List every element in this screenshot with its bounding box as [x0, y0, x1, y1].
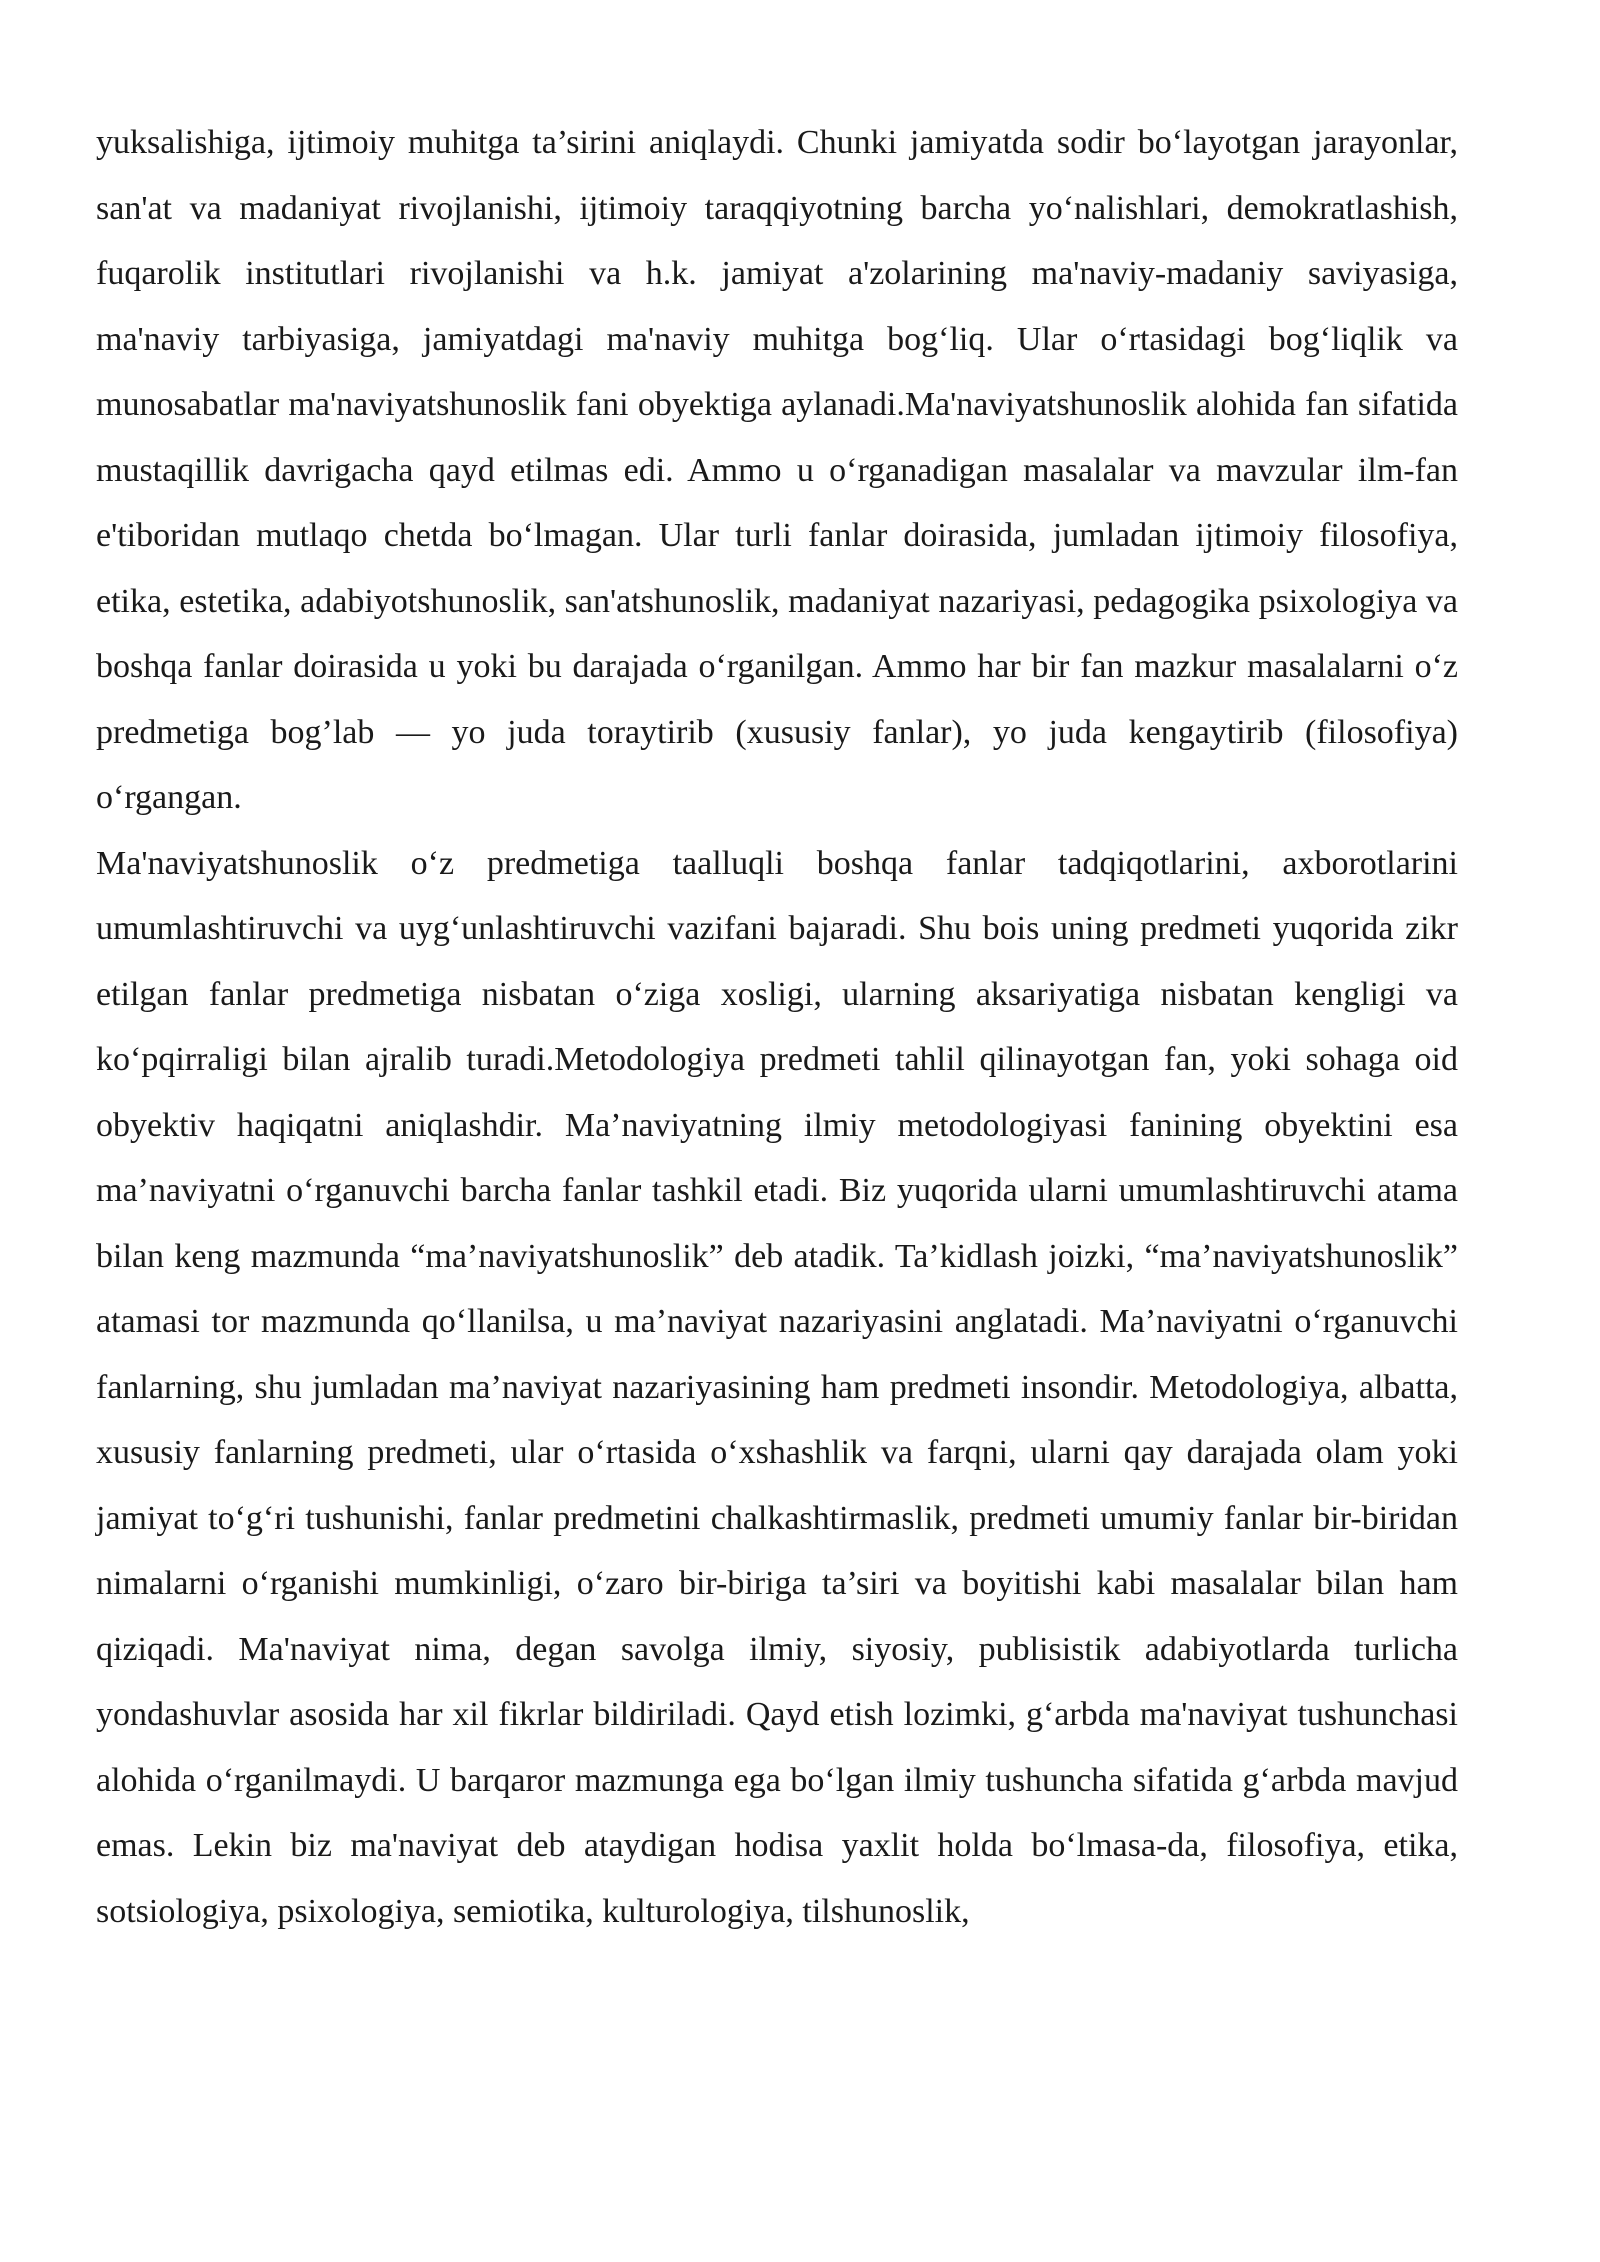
paragraph-2: Ma'naviyatshunoslik o‘z predmetiga taalluqli boshqa fanlar tadqiqotlarini, axborotlarini umumlashtiruvchi va uyg‘unlashtiruvchi vazifani bajaradi. Shu bois uning predmeti yuqorida zikr etilgan fanlar predmetiga nisbatan o‘ziga xosligi, ularning aksariyatiga nisbatan kengligi va ko‘pqirraligi bilan ajralib turadi.Metodologiya predmeti tahlil qilinayotgan fan, yoki sohaga oid obyektiv haqiqatni aniqlashdir. Ma’naviyatning ilmiy metodologiyasi fanining obyektini esa ma’naviyatni o‘rganuvchi barcha fanlar tashkil etadi. Biz yuqorida ularni umumlashtiruvchi atama bilan keng mazmunda “ma’naviyatshunoslik” deb atadik. Ta’kidlash joizki, “ma’naviyatshunoslik” atamasi tor mazmunda qo‘llanilsa, u ma’naviyat nazariyasini anglatadi. Ma’naviyatni o‘rganuvchi fanlarning, shu jumladan ma’naviyat nazariyasining ham predmeti insondir. Metodologiya, albatta, xususiy fanlarning predmeti, ular o‘rtasida o‘xshashlik va farqni, ularni qay darajada olam yoki jamiyat to‘g‘ri tushunishi, fanlar predmetini chalkashtirmaslik, predmeti umumiy fanlar bir-biridan nimalarni o‘rganishi mumkinligi, o‘zaro bir-biriga ta’siri va boyitishi kabi masalalar bilan ham qiziqadi. Ma'naviyat nima, degan savolga ilmiy, siyosiy, publisistik adabiyotlarda turlicha yondashuvlar asosida har xil fikrlar bildiriladi. Qayd etish lozimki, g‘arbda ma'naviyat tushunchasi alohida o‘rganilmaydi. U barqaror mazmunga ega bo‘lgan ilmiy tushuncha sifatida g‘arbda mavjud emas. Lekin biz ma'naviyat deb ataydigan hodisa yaxlit holda bo‘lmasa-da, filosofiya, etika, sotsiologiya, psixologiya, semiotika, kulturologiya, tilshunoslik,: [96, 844, 1458, 1930]
paragraph-1: yuksalishiga, ijtimoiy muhitga ta’sirini aniqlaydi. Chunki jamiyatda sodir bo‘layotgan jarayonlar, san'at va madaniyat rivojlanishi, ijtimoiy taraqqiyotning barcha yo‘nalishlari, demokratlashish, fuqarolik institutlari rivojlanishi va h.k. jamiyat a'zolarining ma'naviy-madaniy saviyasiga, ma'naviy tarbiyasiga, jamiyatdagi ma'naviy muhitga bog‘liq. Ular o‘rtasidagi bog‘liqlik va munosabatlar ma'naviyatshunoslik fani obyektiga aylanadi.Ma'naviyatshunoslik alohida fan sifatida mustaqillik davrigacha qayd etilmas edi. Ammo u o‘rganadigan masalalar va mavzular ilm-fan e'tiboridan mutlaqo chetda bo‘lmagan. Ular turli fanlar doirasida, jumladan ijtimoiy filosofiya, etika, estetika, adabiyotshunoslik, san'atshunoslik, madaniyat nazariyasi, pedagogika psixologiya va boshqa fanlar doirasida u yoki bu darajada o‘rganilgan. Ammo har bir fan mazkur masalalarni o‘z predmetiga bog’lab — yo juda toraytirib (xususiy fanlar), yo juda kengaytirib (filosofiya) o‘rgangan.: [96, 124, 1458, 816]
document-page: [96, 110, 1458, 1944]
